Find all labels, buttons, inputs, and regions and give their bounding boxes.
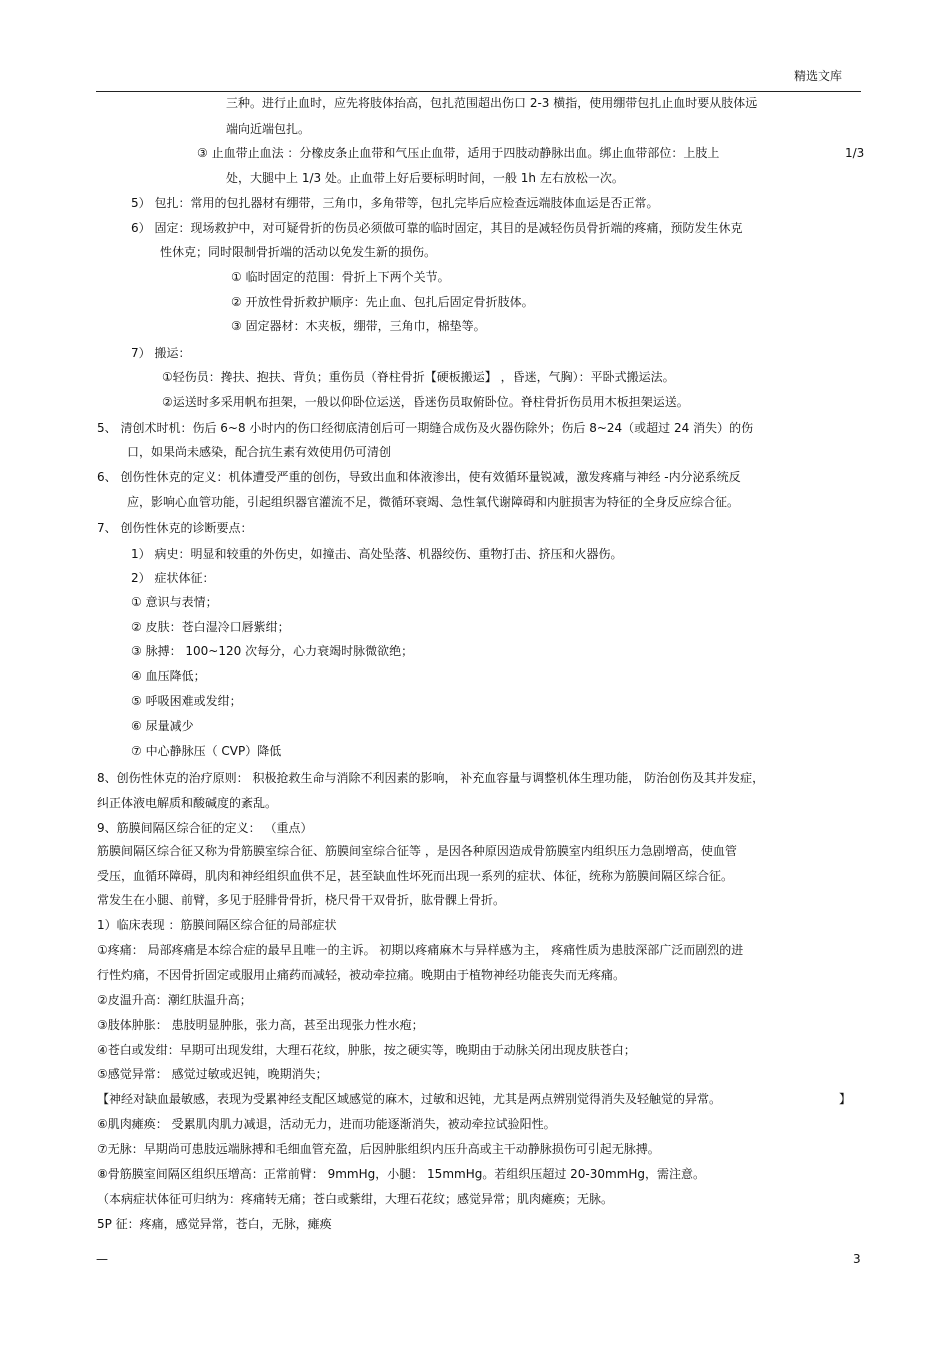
text-line: 受压，血循环障碍，肌肉和神经组织血供不足，甚至缺血性坏死而出现一系列的症状、体征，统称为筋膜间隔区综合征。 [97,869,734,883]
text-line: 筋膜间隔区综合征又称为骨筋膜室综合征、筋膜间室综合征等 ，是因各种原因造成骨筋膜室内组织压力急剧增高，使血管 [97,844,737,858]
text-line: 6） 固定：现场救护中，对可疑骨折的伤员必须做可靠的临时固定，其目的是减轻伤员骨折端的疼痛，预防发生休克 [131,221,743,235]
text-line: 1）临床表现 ：筋膜间隔区综合征的局部症状 [97,918,337,932]
text-line: ③ 止血带止血法 ：分橡皮条止血带和气压止血带，适用于四肢动静脉出血。绑止血带部位：上肢上 [197,146,720,160]
text-line: 性休克；同时限制骨折端的活动以免发生新的损伤。 [160,245,437,259]
text-line: 7、 创伤性休克的诊断要点： [97,521,253,535]
text-line: 9、筋膜间隔区综合征的定义： （重点） [97,821,313,835]
text-line: 口，如果尚未感染，配合抗生素有效使用仍可清创 [127,445,392,459]
text-line: ⑥肌肉瘫痪： 受累肌肉肌力减退，活动无力，进而功能逐渐消失，被动牵拉试验阳性。 [97,1117,556,1131]
text-line: 7） 搬运： [131,346,191,360]
fraction-fragment: 1/3 [845,146,865,160]
text-line: 行性灼痛，不因骨折固定或服用止痛药而减轻，被动牵拉痛。晚期由于植物神经功能丧失而无疼痛。 [97,968,626,982]
text-line: 5、 清创术时机：伤后 6~8 小时内的伤口经彻底清创后可一期缝合成伤及火器伤除外；伤后 8~24（或超过 24 消失）的伤 [97,421,754,435]
bracket-fragment: 】 [839,1092,852,1106]
footer-dash: — [96,1252,108,1266]
text-line: ②皮温升高：潮红肤温升高； [97,993,252,1007]
text-line: 端向近端包扎。 [226,122,311,136]
text-line: ② 开放性骨折救护顺序：先止血、包扎后固定骨折肢体。 [231,295,534,309]
text-line: ② 皮肤：苍白湿冷口唇紫绀； [131,620,290,634]
text-line: 1） 病史：明显和较重的外伤史，如撞击、高处坠落、机器绞伤、重物打击、挤压和火器伤。 [131,547,623,561]
text-line: ⑤ 呼吸困难或发绀； [131,694,242,708]
text-line: （本病症状体征可归纳为：疼痛转无痛；苍白或紫绀，大理石花纹；感觉异常；肌肉瘫痪；无脉。 [97,1192,614,1206]
text-line: ①轻伤员：搀扶、抱扶、背负；重伤员（脊柱骨折【硬板搬运】 ，昏迷，气胸）：平卧式搬运法。 [162,370,675,384]
text-line: 2） 症状体征： [131,571,215,585]
text-line: ④苍白或发绀：早期可出现发绀，大理石花纹，肿胀，按之硬实等，晚期由于动脉关闭出现皮肤苍白； [97,1043,636,1057]
text-line: 三种。进行止血时，应先将肢体抬高，包扎范围超出伤口 2-3 横指，使用绷带包扎止血时要从肢体远 [226,96,758,110]
text-line: ②运送时多采用帆布担架，一般以仰卧位运送，昏迷伤员取俯卧位。脊柱骨折伤员用木板担架运送。 [162,395,689,409]
text-line: 5P 征：疼痛，感觉异常，苍白，无脉，瘫痪 [97,1217,332,1231]
text-line: ③ 固定器材：木夹板，绷带，三角巾，棉垫等。 [231,319,486,333]
page-number: 3 [853,1252,861,1266]
text-line: ③肢体肿胀： 患肢明显肿胀，张力高，甚至出现张力性水疱； [97,1018,424,1032]
text-line: ⑥ 尿量减少 [131,719,194,733]
text-line: ⑧骨筋膜室间隔区组织压增高：正常前臂： 9mmHg，小腿： 15mmHg。若组织压超过 20-30mmHg，需注意。 [97,1167,706,1181]
text-line: ④ 血压降低； [131,669,206,683]
text-line: ③ 脉搏： 100~120 次每分，心力衰竭时脉微欲绝； [131,644,414,658]
text-line: ① 意识与表情； [131,595,218,609]
text-line: 应，影响心血管功能，引起组织器官灌流不足，微循环衰竭、急性氧代谢障碍和内脏损害为特征的全身反应综合征。 [127,495,740,509]
text-line: 8、创伤性休克的治疗原则： 积极抢救生命与消除不利因素的影响， 补充血容量与调整机体生理功能， 防治创伤及其并发症， [97,771,765,785]
library-header: 精选文库 [793,69,842,83]
text-line: ⑤感觉异常： 感觉过敏或迟钝，晚期消失； [97,1067,328,1081]
text-line: ⑦ 中心静脉压（ CVP）降低 [131,744,282,758]
text-line: 常发生在小腿、前臂，多见于胫腓骨骨折，桡尺骨干双骨折，肱骨髁上骨折。 [97,893,506,907]
text-line: 5） 包扎：常用的包扎器材有绷带，三角巾，多角带等，包扎完毕后应检查远端肢体血运是否正常。 [131,196,659,210]
text-line: 6、 创伤性休克的定义：机体遭受严重的创伤，导致出血和体液渗出，使有效循环量锐减，激发疼痛与神经 -内分泌系统反 [97,470,741,484]
text-line: ⑦无脉：早期尚可患肢远端脉搏和毛细血管充盈，后因肿胀组织内压升高或主干动静脉损伤可引起无脉搏。 [97,1142,660,1156]
text-line: 【神经对缺血最敏感，表现为受累神经支配区域感觉的麻木，过敏和迟钝，尤其是两点辨别觉得消失及轻触觉的异常。 [97,1092,722,1106]
text-line: ①疼痛： 局部疼痛是本综合症的最早且唯一的主诉。 初期以疼痛麻木与异样感为主， 疼痛性质为患肢深部广泛而剧烈的进 [97,943,744,957]
text-line: 纠正体液电解质和酸碱度的紊乱。 [97,796,278,810]
text-line: ① 临时固定的范围：骨折上下两个关节。 [231,270,450,284]
text-line: 处，大腿中上 1/3 处。止血带上好后要标明时间，一般 1h 左右放松一次。 [226,171,624,185]
